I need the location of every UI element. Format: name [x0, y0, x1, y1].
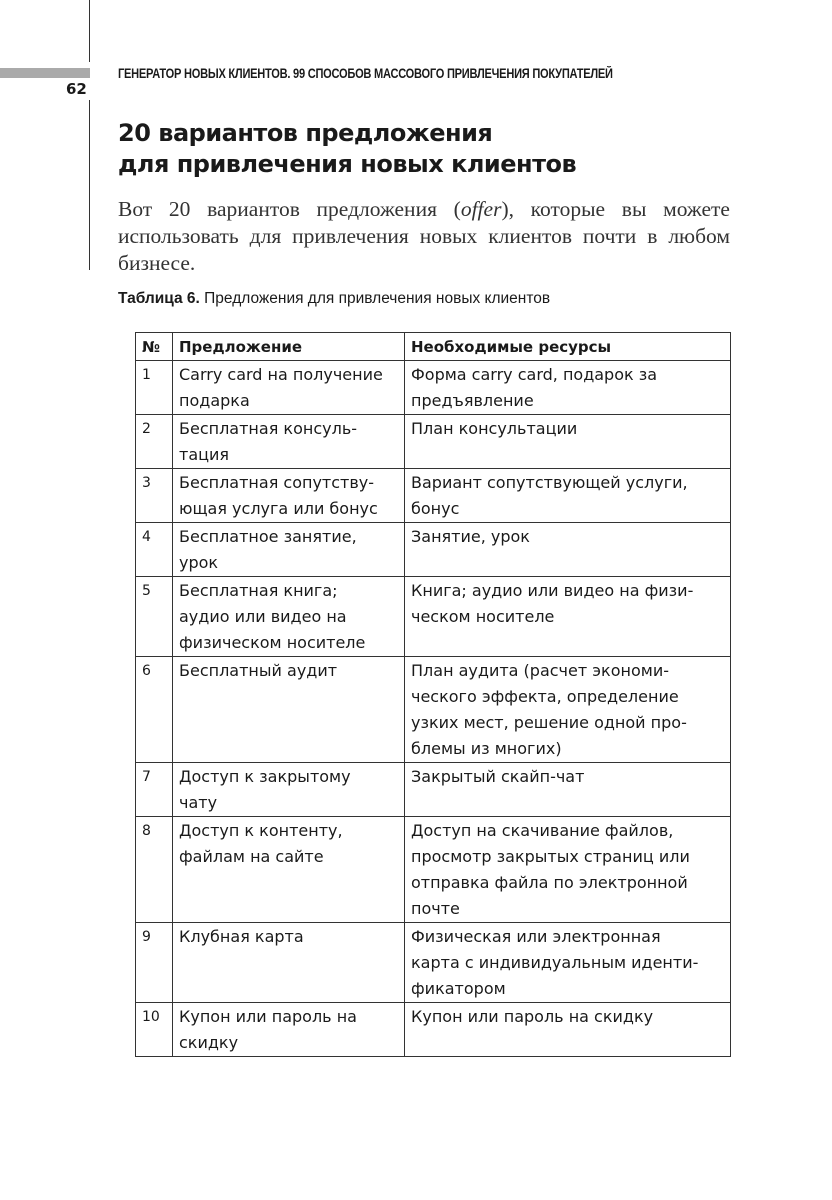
cell-offer: Доступ к закрытому чату — [173, 763, 405, 817]
table-caption — [118, 290, 550, 308]
cell-number: 6 — [136, 657, 173, 763]
table-row — [136, 523, 731, 577]
margin-rule — [89, 100, 90, 270]
cell-offer: Купон или пароль на скидку — [173, 1003, 405, 1057]
intro-text-end: ), которые вы можете использовать для привлечения новых клиентов почти в любом бизнесе. — [118, 197, 730, 275]
running-header: ГЕНЕРАТОР НОВЫХ КЛИЕНТОВ. 99 СПОСОБОВ МАССОВОГО ПРИВЛЕЧЕНИЯ ПОКУПАТЕЛЕЙ — [118, 66, 613, 81]
cell-resources: Закрытый скайп-чат — [405, 763, 731, 817]
cell-number: 9 — [136, 923, 173, 1003]
cell-offer: Бесплатная консуль- тация — [173, 415, 405, 469]
header-resources: Необходимые ресурсы — [405, 333, 731, 361]
caption-text: Предложения для привлечения новых клиентов — [199, 290, 551, 307]
cell-resources: План аудита (расчет экономи- ческого эффекта, определение узких мест, решение одной про- блемы из многих) — [405, 657, 731, 763]
cell-number: 7 — [136, 763, 173, 817]
cell-number: 8 — [136, 817, 173, 923]
table-row — [136, 817, 731, 923]
table-row — [136, 763, 731, 817]
intro-text: Вот 20 вариантов предложения ( — [118, 197, 461, 221]
header-offer: Предложение — [173, 333, 405, 361]
page-tab-bar — [0, 68, 90, 78]
cell-offer: Клубная карта — [173, 923, 405, 1003]
table-row — [136, 361, 731, 415]
cell-resources: План консультации — [405, 415, 731, 469]
table-row — [136, 657, 731, 763]
cell-number: 3 — [136, 469, 173, 523]
section-title: 20 вариантов предложения для привлечения новых клиентов — [118, 119, 577, 178]
cell-resources: Вариант сопутствующей услуги, бонус — [405, 469, 731, 523]
header-number: № — [136, 333, 173, 361]
cell-offer: Carry card на получение подарка — [173, 361, 405, 415]
cell-number: 10 — [136, 1003, 173, 1057]
cell-resources: Занятие, урок — [405, 523, 731, 577]
cell-offer: Бесплатное занятие, урок — [173, 523, 405, 577]
intro-paragraph — [118, 196, 730, 277]
intro-italic: offer — [460, 197, 502, 221]
table-row — [136, 923, 731, 1003]
cell-offer: Бесплатный аудит — [173, 657, 405, 763]
table-row — [136, 415, 731, 469]
table-row — [136, 1003, 731, 1057]
page-number: 62 — [66, 80, 87, 98]
cell-number: 2 — [136, 415, 173, 469]
cell-resources: Книга; аудио или видео на физи- ческом носителе — [405, 577, 731, 657]
cell-number: 1 — [136, 361, 173, 415]
cell-number: 4 — [136, 523, 173, 577]
cell-resources: Форма carry card, подарок за предъявление — [405, 361, 731, 415]
table-row — [136, 469, 731, 523]
cell-resources: Купон или пароль на скидку — [405, 1003, 731, 1057]
cell-offer: Бесплатная сопутству- ющая услуга или бонус — [173, 469, 405, 523]
cell-offer: Доступ к контенту, файлам на сайте — [173, 817, 405, 923]
cell-offer: Бесплатная книга; аудио или видео на физическом носителе — [173, 577, 405, 657]
cell-resources: Доступ на скачивание файлов, просмотр закрытых страниц или отправка файла по электронной почте — [405, 817, 731, 923]
offers-table — [135, 332, 731, 1057]
table-row — [136, 577, 731, 657]
cell-resources: Физическая или электронная карта с индивидуальным иденти- фикатором — [405, 923, 731, 1003]
margin-rule-top — [89, 0, 90, 62]
caption-label: Таблица 6. — [118, 290, 200, 307]
table-header-row — [136, 333, 731, 361]
cell-number: 5 — [136, 577, 173, 657]
